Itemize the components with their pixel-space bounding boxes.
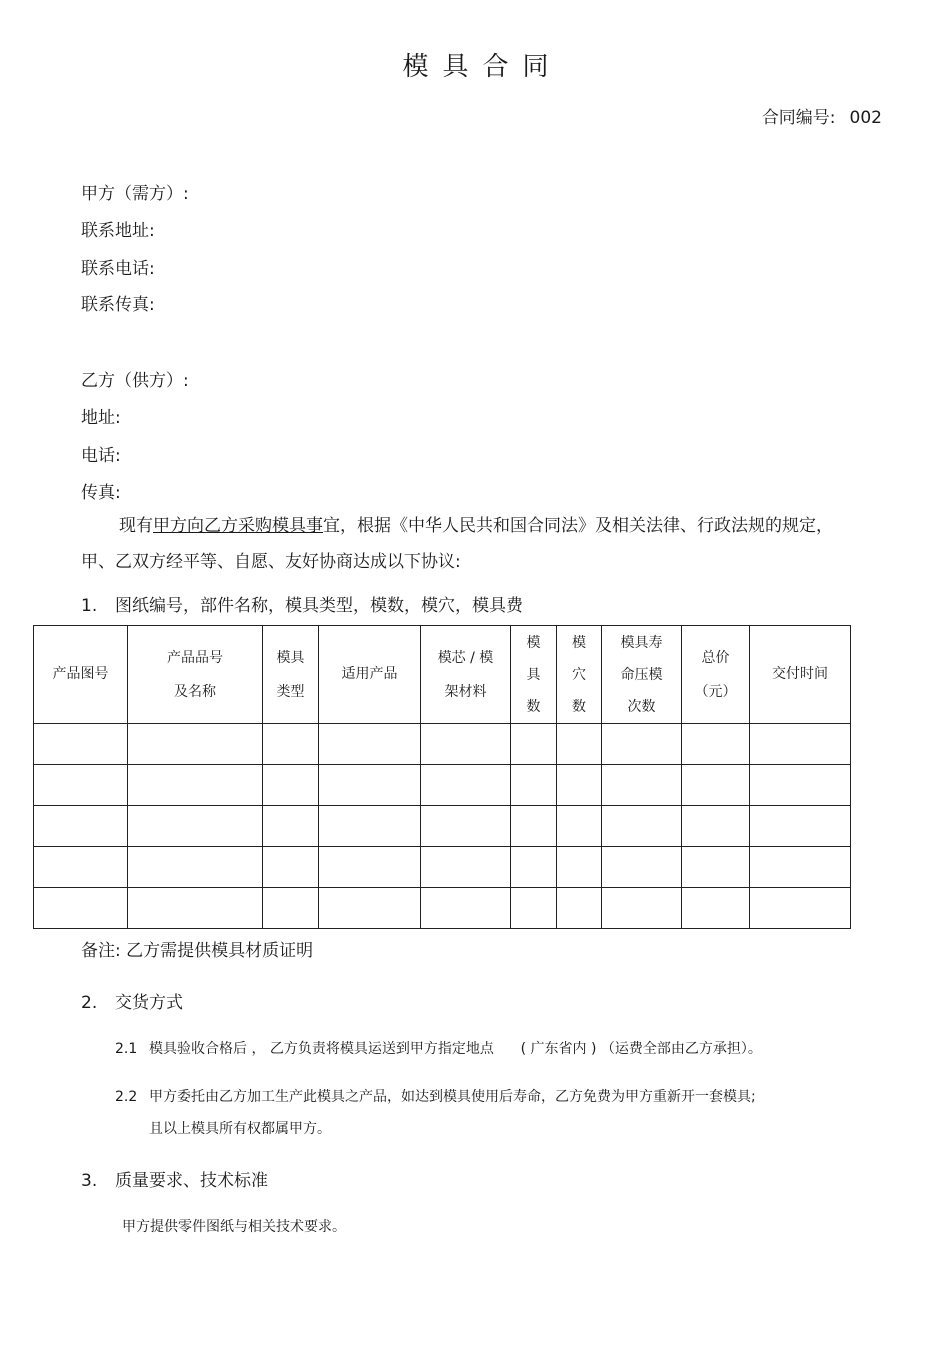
table-cell (34, 765, 128, 806)
party-b-address-label: 地址: (81, 408, 121, 428)
table-cell (421, 847, 511, 888)
table-row (34, 847, 851, 888)
table-cell (319, 888, 421, 929)
table-header-row (34, 626, 851, 724)
party-a-phone-label: 联系电话: (81, 259, 155, 279)
table-cell (557, 888, 602, 929)
table-cell (602, 806, 682, 847)
table-cell (263, 888, 319, 929)
table-cell (128, 888, 263, 929)
clause-2-1-number: 2.1 (115, 1041, 138, 1057)
party-b-name-label: 乙方（供方）: (81, 371, 189, 391)
intro-underlined: 甲方向乙方采购模具事 (153, 516, 323, 536)
table-cell (128, 847, 263, 888)
table-cell (421, 806, 511, 847)
party-a-address-label: 联系地址: (81, 221, 155, 241)
table-row (34, 765, 851, 806)
section-2-heading (81, 988, 183, 1013)
section-2-number: 2. (81, 993, 98, 1013)
header-product-drawing-no: 产品图号 (34, 626, 128, 724)
table-cell (319, 806, 421, 847)
table-cell (263, 847, 319, 888)
header-core-frame-material: 模芯 / 模 架材料 (421, 626, 511, 724)
header-mold-type: 模具 类型 (263, 626, 319, 724)
table-cell (750, 847, 851, 888)
clause-2-2-text: 甲方委托由乙方加工生产此模具之产品，如达到模具使用后寿命，乙方免费为甲方重新开一套模具; (149, 1089, 756, 1105)
table-cell (511, 888, 557, 929)
table-row (34, 806, 851, 847)
table-cell (682, 765, 750, 806)
clause-2-2-number: 2.2 (115, 1089, 138, 1105)
table-cell (34, 724, 128, 765)
header-mold-count: 模 具 数 (511, 626, 557, 724)
section-3-heading (81, 1166, 268, 1191)
table-cell (263, 765, 319, 806)
table-cell (557, 847, 602, 888)
table-cell (319, 724, 421, 765)
table-cell (511, 724, 557, 765)
table-cell (421, 888, 511, 929)
table-cell (602, 888, 682, 929)
contract-number-value: 002 (849, 108, 882, 128)
table-cell (682, 806, 750, 847)
intro-paragraph (81, 508, 851, 580)
section-3-text: 甲方提供零件图纸与相关技术要求。 (122, 1219, 346, 1235)
header-cavity-count: 模 穴 数 (557, 626, 602, 724)
table-cell (557, 724, 602, 765)
table-cell (128, 765, 263, 806)
section-3-number: 3. (81, 1171, 98, 1191)
table-row (34, 888, 851, 929)
table-cell (421, 724, 511, 765)
header-applicable-product: 适用产品 (319, 626, 421, 724)
table-cell (34, 806, 128, 847)
table-cell (602, 724, 682, 765)
document-title: 模具合同 (402, 52, 563, 82)
clause-2-1-text: 模具验收合格后 ， 乙方负责将模具运送到甲方指定地点 ( 广东省内 ) （运费全部由乙方承担）。 (149, 1041, 762, 1057)
clause-2-2 (115, 1086, 756, 1106)
table-cell (602, 847, 682, 888)
header-mold-life: 模具寿 命压模 次数 (602, 626, 682, 724)
table-cell (319, 765, 421, 806)
party-b-phone-label: 电话: (81, 446, 121, 466)
header-product-item-name: 产品品号 及名称 (128, 626, 263, 724)
table-cell (34, 847, 128, 888)
table-row (34, 724, 851, 765)
table-cell (128, 724, 263, 765)
party-a-fax-label: 联系传真: (81, 295, 155, 315)
section-3-title: 质量要求、技术标准 (115, 1171, 268, 1191)
table-cell (263, 724, 319, 765)
section-1-title: 图纸编号，部件名称，模具类型，模数，模穴，模具费 (115, 596, 523, 616)
table-cell (511, 765, 557, 806)
intro-suffix: 宜，根据《中华人民共和国合同法》及相关法律、行政法规的规定，甲、乙双方经平等、自愿、友好协商达成以下协议: (81, 516, 833, 572)
intro-prefix: 现有 (119, 516, 153, 536)
mold-table (33, 625, 851, 929)
table-cell (511, 806, 557, 847)
section-1-number: 1. (81, 596, 98, 616)
contract-number (762, 103, 882, 128)
party-a-name-label: 甲方（需方）: (81, 184, 189, 204)
table-cell (557, 765, 602, 806)
clause-2-1 (115, 1038, 762, 1058)
header-total-price: 总价 （元） (682, 626, 750, 724)
section-1-note: 备注: 乙方需提供模具材质证明 (81, 941, 314, 961)
table-cell (682, 888, 750, 929)
table-cell (557, 806, 602, 847)
section-1-heading (81, 591, 523, 616)
table-cell (682, 847, 750, 888)
table-cell (602, 765, 682, 806)
table-cell (34, 888, 128, 929)
header-delivery-time: 交付时间 (750, 626, 851, 724)
clause-2-2-continuation: 且以上模具所有权都属甲方。 (149, 1121, 331, 1137)
table-cell (750, 765, 851, 806)
contract-number-label: 合同编号: (761, 108, 836, 128)
party-b-fax-label: 传真: (81, 483, 121, 503)
table-cell (319, 847, 421, 888)
table-cell (750, 888, 851, 929)
table-cell (128, 806, 263, 847)
section-2-title: 交货方式 (115, 993, 183, 1013)
table-cell (511, 847, 557, 888)
table-cell (421, 765, 511, 806)
table-cell (750, 806, 851, 847)
table-cell (750, 724, 851, 765)
table-cell (682, 724, 750, 765)
table-cell (263, 806, 319, 847)
